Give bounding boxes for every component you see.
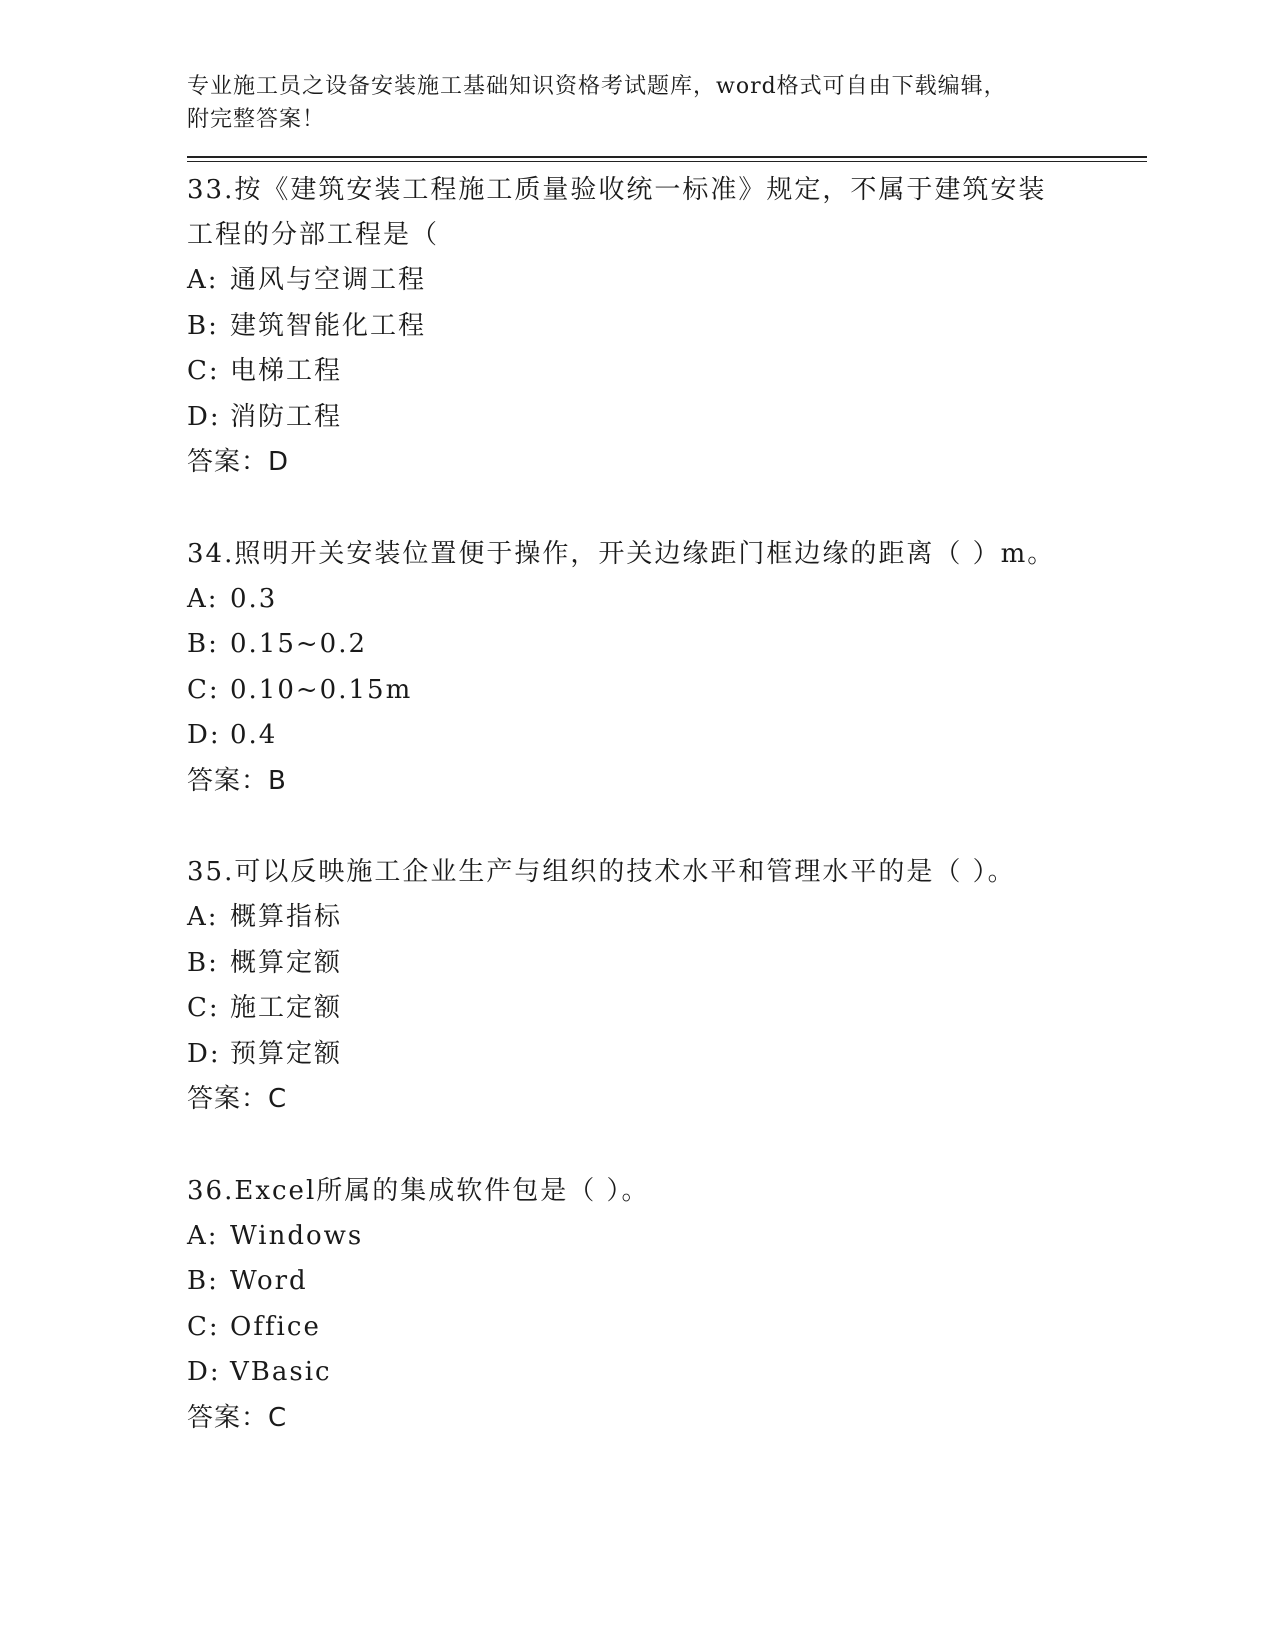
option-text: 电梯工程 xyxy=(230,356,343,386)
option-key: A: xyxy=(187,265,219,295)
question-34 xyxy=(187,532,1147,805)
option-text: 建筑智能化工程 xyxy=(230,310,427,341)
option-text: Word xyxy=(230,1266,308,1296)
option-d xyxy=(187,1032,1147,1078)
option-text: 0.3 xyxy=(230,583,278,614)
option-text: 概算定额 xyxy=(230,947,343,978)
option-b xyxy=(187,941,1147,987)
option-text: Windows xyxy=(230,1220,364,1251)
header-line-2: 附完整答案！ xyxy=(187,107,326,132)
option-d xyxy=(187,395,1147,441)
option-c xyxy=(187,986,1147,1032)
option-c xyxy=(187,349,1147,395)
option-text: 预算定额 xyxy=(230,1038,343,1069)
header-line-1: 专业施工员之设备安装施工基础知识资格考试题库，word格式可自由下载编辑， xyxy=(187,74,1007,99)
option-key: B: xyxy=(187,310,219,341)
option-d xyxy=(187,713,1147,759)
question-text: 34.照明开关安装位置便于操作，开关边缘距门框边缘的距离（ ）m。 xyxy=(187,538,1056,569)
option-a xyxy=(187,1214,1147,1260)
option-key: D: xyxy=(187,720,221,750)
question-text: 33.按《建筑安装工程施工质量验收统一标准》规定，不属于建筑安装 xyxy=(187,175,1047,205)
option-key: A: xyxy=(187,1220,219,1251)
option-key: D: xyxy=(187,1357,221,1387)
option-a xyxy=(187,577,1147,623)
option-key: C: xyxy=(187,356,220,386)
option-key: D: xyxy=(187,401,221,432)
option-a xyxy=(187,258,1147,304)
option-b xyxy=(187,622,1147,668)
option-key: C: xyxy=(187,674,220,705)
question-text: 35.可以反映施工企业生产与组织的技术水平和管理水平的是（ ）。 xyxy=(187,857,1016,887)
option-key: A: xyxy=(187,902,219,932)
option-c xyxy=(187,1305,1147,1351)
answer: 答案：C xyxy=(187,1084,288,1114)
question-35 xyxy=(187,850,1147,1123)
option-text: 0.15~0.2 xyxy=(230,629,368,659)
option-key: C: xyxy=(187,993,220,1023)
option-text: 施工定额 xyxy=(230,993,343,1023)
question-list xyxy=(187,168,1147,1441)
option-key: C: xyxy=(187,1311,220,1342)
question-text-continued: 工程的分部工程是（ xyxy=(187,220,440,250)
option-b xyxy=(187,304,1147,350)
option-text: 通风与空调工程 xyxy=(230,265,427,295)
option-key: A: xyxy=(187,583,219,614)
document-header xyxy=(187,70,1147,136)
option-a xyxy=(187,895,1147,941)
question-33 xyxy=(187,168,1147,486)
option-b xyxy=(187,1259,1147,1305)
option-key: B: xyxy=(187,947,219,978)
answer: 答案：D xyxy=(187,447,290,477)
question-text: 36.Excel所属的集成软件包是（ ）。 xyxy=(187,1175,650,1206)
option-key: B: xyxy=(187,629,219,659)
option-key: D: xyxy=(187,1038,221,1069)
answer: 答案：C xyxy=(187,1402,288,1433)
answer: 答案：B xyxy=(187,765,287,796)
option-c xyxy=(187,668,1147,714)
option-text: 0.4 xyxy=(230,720,278,750)
option-text: 消防工程 xyxy=(230,401,343,432)
option-text: VBasic xyxy=(230,1357,332,1387)
question-36 xyxy=(187,1169,1147,1442)
option-key: B: xyxy=(187,1266,219,1296)
option-text: 0.10~0.15m xyxy=(230,674,413,705)
option-d xyxy=(187,1350,1147,1396)
option-text: 概算指标 xyxy=(230,902,343,932)
document-page xyxy=(187,70,1147,1487)
option-text: Office xyxy=(230,1311,321,1342)
header-divider xyxy=(187,156,1147,162)
